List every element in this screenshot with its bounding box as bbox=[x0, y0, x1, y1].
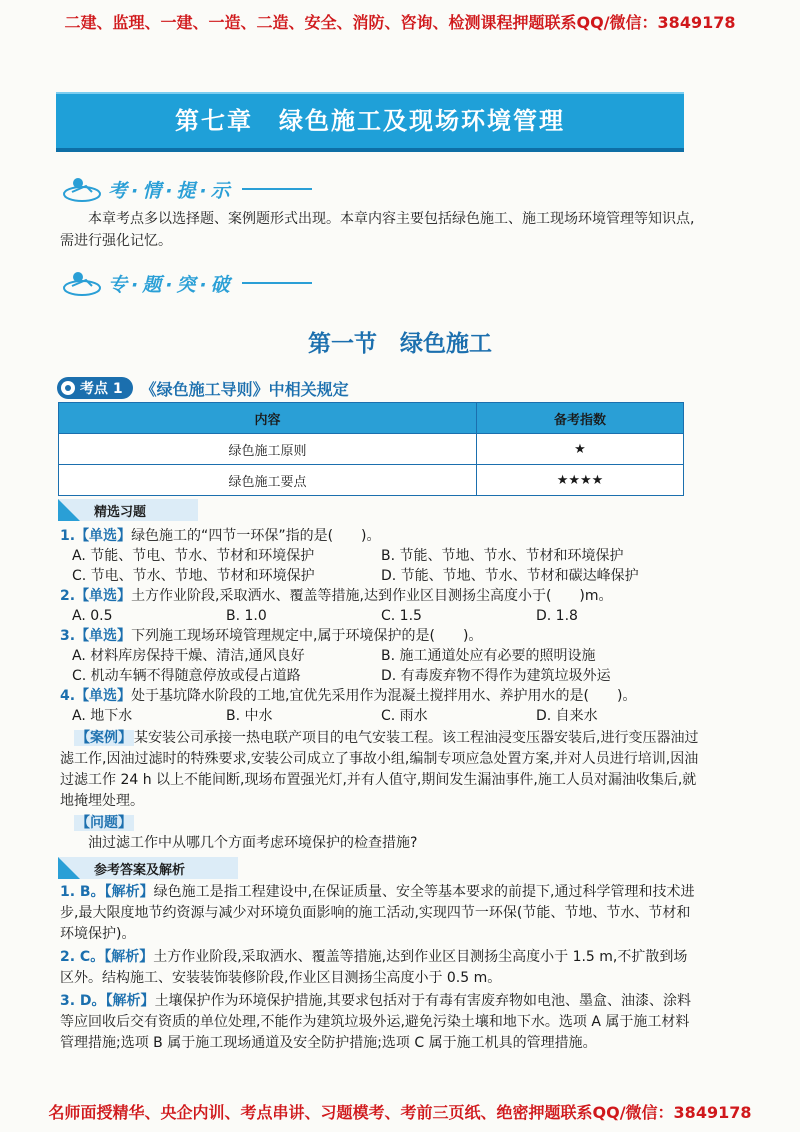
breakthrough-heading bbox=[60, 266, 312, 300]
answer-3 bbox=[60, 991, 700, 1054]
breakthrough-label: 专·题·突·破 bbox=[108, 273, 234, 296]
knowledge-point-table bbox=[58, 402, 684, 496]
option: D. 1.8 bbox=[536, 608, 578, 624]
target-icon bbox=[61, 381, 75, 395]
answer-1 bbox=[60, 882, 700, 945]
divider bbox=[242, 188, 312, 190]
case-block bbox=[60, 728, 700, 812]
option: C. 节电、节水、节地、节材和环境保护 bbox=[72, 568, 315, 584]
question-stem: 下列施工现场环境管理规定中,属于环境保护的是( )。 bbox=[131, 628, 483, 644]
question-3 bbox=[60, 626, 482, 646]
question-tag: 【单选】 bbox=[75, 528, 132, 544]
question-number: 2. bbox=[60, 588, 76, 604]
question-number: 4. bbox=[60, 688, 76, 704]
table-cell-content: 绿色施工要点 bbox=[59, 465, 477, 496]
option: D. 自来水 bbox=[536, 708, 598, 724]
answer-tag: 【解析】 bbox=[105, 993, 155, 1009]
option: C. 机动车辆不得随意停放或侵占道路 bbox=[72, 668, 301, 684]
option: D. 有毒废弃物不得作为建筑垃圾外运 bbox=[381, 668, 611, 684]
top-promo-text: 二建、监理、一建、一造、二造、安全、消防、咨询、检测课程押题联系QQ/微信：3849178 bbox=[64, 13, 736, 32]
option: B. 中水 bbox=[226, 708, 273, 724]
answer-tag: 【解析】 bbox=[104, 884, 154, 900]
option: A. 0.5 bbox=[72, 608, 113, 624]
question-stem: 处于基坑降水阶段的工地,宜优先采用作为混凝土搅拌用水、养护用水的是( )。 bbox=[131, 688, 637, 704]
answer-number: 3. D。 bbox=[60, 993, 106, 1009]
option: C. 1.5 bbox=[381, 608, 422, 624]
question-label-tag: 【问题】 bbox=[76, 815, 132, 831]
answer-tag: 【解析】 bbox=[104, 949, 154, 965]
answers-heading-label: 参考答案及解析 bbox=[94, 862, 186, 878]
answer-text: 土方作业阶段,采取洒水、覆盖等措施,达到作业区目测扬尘高度小于 1.5 m,不扩散到场区外。结构施工、安装装饰装修阶段,作业区目测扬尘高度小于 0.5 m。 bbox=[60, 949, 688, 986]
answer-number: 1. B。 bbox=[60, 884, 105, 900]
question-2 bbox=[60, 586, 613, 606]
option: A. 节能、节电、节水、节材和环境保护 bbox=[72, 548, 315, 564]
question-4 bbox=[60, 686, 636, 706]
question-tag-line bbox=[74, 813, 694, 834]
bottom-promo-text: 名师面授精华、央企内训、考点串讲、习题模考、考前三页纸、绝密押题联系QQ/微信：3849178 bbox=[48, 1103, 752, 1122]
option: B. 施工通道处应有必要的照明设施 bbox=[381, 648, 596, 664]
table-header-content: 内容 bbox=[59, 403, 477, 434]
option: C. 雨水 bbox=[381, 708, 428, 724]
question-tag: 【单选】 bbox=[75, 588, 132, 604]
exam-tips-heading bbox=[60, 172, 312, 206]
section-title: 第一节 绿色施工 bbox=[308, 331, 492, 357]
option: B. 1.0 bbox=[226, 608, 267, 624]
answer-text: 绿色施工是指工程建设中,在保证质量、安全等基本要求的前提下,通过科学管理和技术进步,最大限度地节约资源与减少对环境负面影响的施工活动,实现四节一环保(节能、节地、节水、节材和环境保护)。 bbox=[60, 884, 695, 942]
corner-triangle-icon bbox=[58, 857, 80, 879]
question-number: 3. bbox=[60, 628, 76, 644]
corner-triangle-icon bbox=[58, 499, 80, 521]
exam-tips-label: 考·情·提·示 bbox=[108, 179, 234, 202]
question-stem: 绿色施工的“四节一环保”指的是( )。 bbox=[131, 528, 381, 544]
exam-tips-text: 本章考点多以选择题、案例题形式出现。本章内容主要包括绿色施工、施工现场环境管理等知识点,需进行强化记忆。 bbox=[60, 211, 695, 249]
table-header-stars: 备考指数 bbox=[477, 403, 684, 434]
person-icon bbox=[60, 174, 104, 204]
table-cell-content: 绿色施工原则 bbox=[59, 434, 477, 465]
option: A. 地下水 bbox=[72, 708, 133, 724]
option: A. 材料库房保持干燥、清洁,通风良好 bbox=[72, 648, 305, 664]
question-1 bbox=[60, 526, 381, 546]
exercises-heading-label: 精选习题 bbox=[94, 504, 147, 520]
answer-2 bbox=[60, 947, 700, 989]
divider bbox=[242, 282, 312, 284]
option: B. 节能、节地、节水、节材和环境保护 bbox=[381, 548, 624, 564]
answer-text: 土壤保护作为环境保护措施,其要求包括对于有毒有害废弃物如电池、墨盒、油漆、涂料等应回收后交有资质的单位处理,不能作为建筑垃圾外运,避免污染土壤和地下水。选项 A 属于施工材料管理措施;选项 B 属于施工现场通道及安全防护措施;选项 C 属于施工机具的管理措施。 bbox=[60, 993, 692, 1051]
exercises-heading bbox=[58, 499, 198, 521]
table-header-row bbox=[59, 403, 684, 434]
table-cell-stars: ★ bbox=[477, 434, 684, 465]
case-text: 某安装公司承接一热电联产项目的电气安装工程。该工程油浸变压器安装后,进行变压器油过滤工作,因油过滤时的特殊要求,安装公司成立了事故小组,编制专项应急处置方案,并对人员进行培训,因油过滤工作 24 h 以上不能间断,现场布置强光灯,并有人值守,期间发生漏油事件,施工人员对漏油收集后,就地掩埋处理。 bbox=[60, 730, 699, 809]
question-tag: 【单选】 bbox=[75, 688, 132, 704]
case-question-text: 油过滤工作中从哪几个方面考虑环境保护的检查措施? bbox=[88, 835, 418, 851]
table-cell-stars: ★★★★ bbox=[477, 465, 684, 496]
question-tag: 【单选】 bbox=[75, 628, 132, 644]
table-row bbox=[59, 465, 684, 496]
case-tag: 【案例】 bbox=[76, 730, 132, 746]
person-icon bbox=[60, 268, 104, 298]
knowledge-point-badge bbox=[57, 377, 133, 399]
answer-number: 2. C。 bbox=[60, 949, 105, 965]
table-row bbox=[59, 434, 684, 465]
chapter-title: 第七章 绿色施工及现场环境管理 bbox=[56, 92, 684, 152]
question-number: 1. bbox=[60, 528, 76, 544]
answers-heading bbox=[58, 857, 238, 879]
question-stem: 土方作业阶段,采取洒水、覆盖等措施,达到作业区目测扬尘高度小于( )m。 bbox=[131, 588, 613, 604]
knowledge-point-heading bbox=[57, 377, 349, 399]
knowledge-point-title: 《绿色施工导则》中相关规定 bbox=[140, 379, 349, 399]
option: D. 节能、节地、节水、节材和碳达峰保护 bbox=[381, 568, 639, 584]
knowledge-point-badge-label: 考点 1 bbox=[80, 381, 123, 397]
